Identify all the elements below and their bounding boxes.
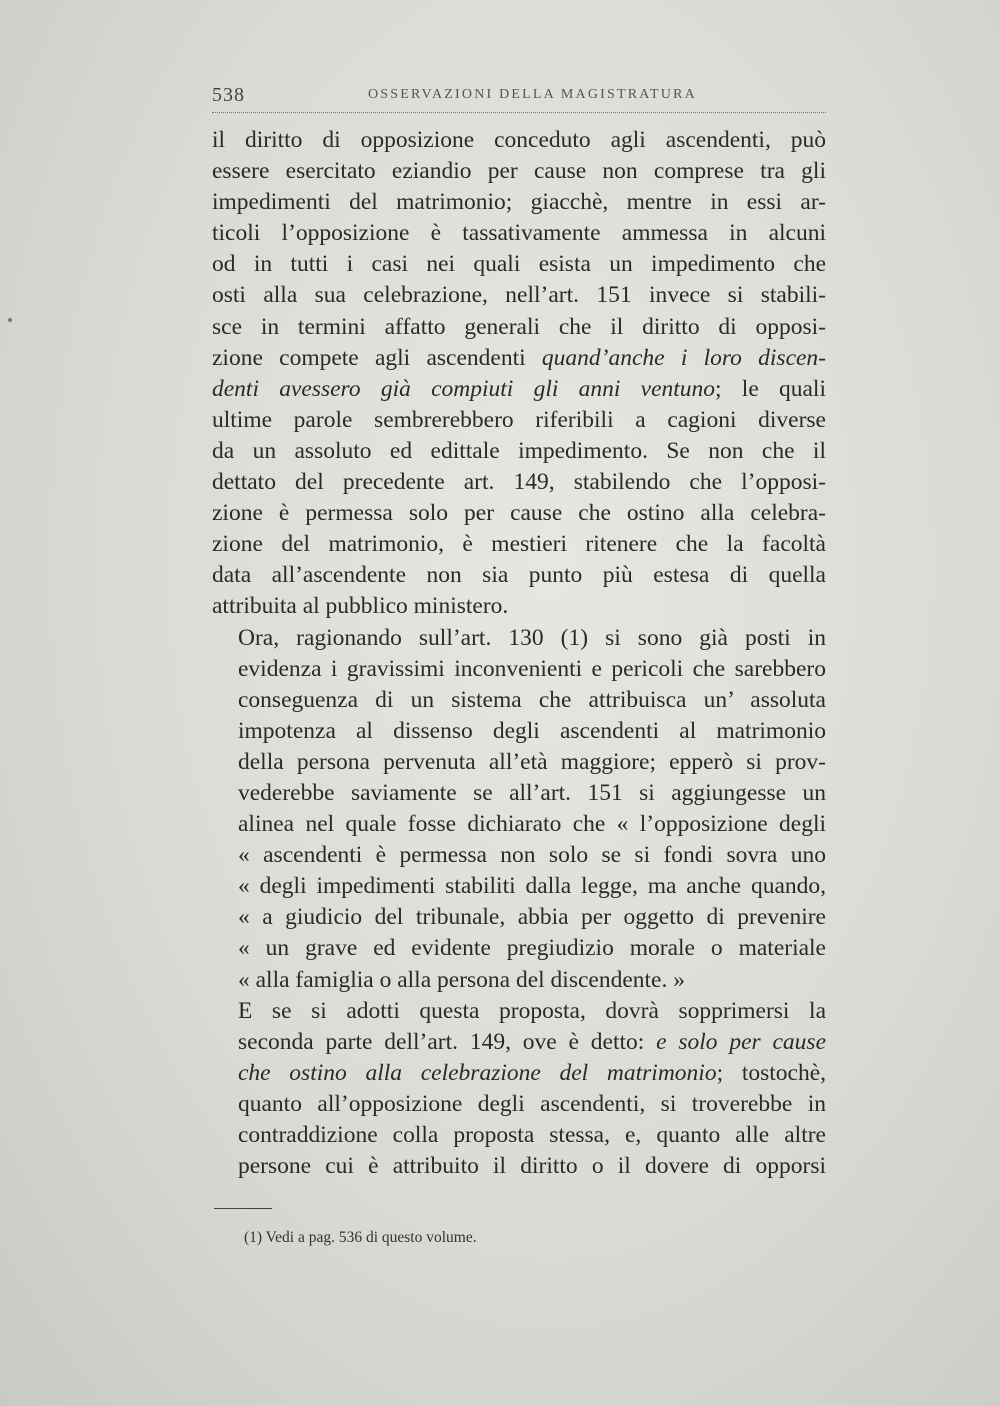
text-line <box>212 902 826 933</box>
text-line <box>212 965 826 996</box>
italic-text: quand’anche i loro discen- <box>541 344 826 371</box>
text-line <box>212 685 826 716</box>
text-run: « degli impedimenti stabiliti dalla legge, ma anche quando, <box>238 873 826 900</box>
text-run: ; tostochè, <box>716 1059 827 1086</box>
text-line <box>212 1120 826 1151</box>
text-line <box>212 125 826 156</box>
text-run: ticoli l’opposizione è tassativamente ammessa in alcuni <box>212 220 826 247</box>
text-line <box>212 1089 826 1120</box>
text-line <box>212 498 826 529</box>
text-line <box>212 312 826 343</box>
text-run: essere esercitato eziandio per cause non comprese tra gli <box>212 158 826 185</box>
text-line <box>212 529 826 560</box>
text-run: ; le quali <box>715 375 826 402</box>
text-run: persone cui è attribuito il diritto o il dovere di opporsi <box>238 1153 826 1180</box>
text-line <box>212 467 826 498</box>
text-run: vederebbe saviamente se all’art. 151 si aggiungesse un <box>238 779 826 806</box>
text-line <box>212 560 826 591</box>
text-run: E se si adotti questa proposta, dovrà sopprimersi la <box>238 997 826 1024</box>
text-run: zione del matrimonio, è mestieri ritenere che la facoltà <box>212 531 826 558</box>
text-run: evidenza i gravissimi inconvenienti e pericoli che sarebbero <box>238 655 826 682</box>
text-run: dettato del precedente art. 149, stabilendo che l’opposi- <box>212 469 826 496</box>
text-run: zione compete agli ascendenti <box>212 344 542 371</box>
text-run: da un assoluto ed edittale impedimento. Se non che il <box>212 437 826 464</box>
italic-text: e solo per cause <box>656 1028 826 1055</box>
text-run: od in tutti i casi nei quali esista un impedimento che <box>212 251 826 278</box>
footnote-rule <box>214 1208 272 1209</box>
page-number: 538 <box>212 84 245 106</box>
paragraph <box>212 125 826 623</box>
text-run: alinea nel quale fosse dichiarato che « l’opposizione degli <box>238 811 826 838</box>
text-line <box>212 249 826 280</box>
text-run: contraddizione colla proposta stessa, e, quanto alle altre <box>238 1122 826 1148</box>
text-line <box>212 716 826 747</box>
text-run: conseguenza di un sistema che attribuisca un’ assoluta <box>238 686 826 713</box>
footnote: (1) Vedi a pag. 536 di questo volume. <box>244 1229 477 1246</box>
text-run: « a giudicio del tribunale, abbia per oggetto di prevenire <box>238 904 826 931</box>
text-line <box>212 187 826 218</box>
text-line <box>212 809 826 840</box>
running-header <box>212 84 826 113</box>
text-run: della persona pervenuta all’età maggiore; epperò si prov- <box>238 748 826 775</box>
text-line <box>212 343 826 374</box>
text-run: sce in termini affatto generali che il diritto di opposi- <box>212 313 826 340</box>
text-line <box>212 591 826 622</box>
text-line <box>212 218 826 249</box>
text-line <box>212 1027 826 1058</box>
text-run: il diritto di opposizione conceduto agli ascendenti, può <box>212 127 826 153</box>
text-line <box>212 374 826 405</box>
text-line <box>212 933 826 964</box>
text-run: quanto all’opposizione degli ascendenti, si troverebbe in <box>238 1090 826 1117</box>
text-run: osti alla sua celebrazione, nell’art. 151 invece si stabili- <box>212 282 826 309</box>
italic-text: denti avessero già compiuti gli anni ventuno <box>212 375 716 402</box>
text-run: impotenza al dissenso degli ascendenti al matrimonio <box>238 717 826 744</box>
text-run: ultime parole sembrerebbero riferibili a cagioni diverse <box>212 406 826 433</box>
text-line <box>212 840 826 871</box>
paragraph <box>212 623 826 996</box>
text-line <box>212 747 826 778</box>
text-run: impedimenti del matrimonio; giacchè, mentre in essi ar- <box>212 189 826 216</box>
text-run: Ora, ragionando sull’art. 130 (1) si sono già posti in <box>238 624 826 651</box>
paper-speck <box>8 318 12 322</box>
body-text <box>212 125 826 1182</box>
text-run: attribuita al pubblico ministero. <box>212 593 509 620</box>
text-line <box>212 996 826 1027</box>
text-line <box>212 436 826 467</box>
text-run: seconda parte dell’art. 149, ove è detto: <box>238 1028 657 1055</box>
text-line <box>212 778 826 809</box>
text-line <box>212 871 826 902</box>
text-line <box>212 156 826 187</box>
running-title: OSSERVAZIONI DELLA MAGISTRATURA <box>368 87 697 102</box>
text-run: « ascendenti è permessa non solo se si fondi sovra uno <box>238 842 826 869</box>
text-line <box>212 280 826 311</box>
text-line <box>212 405 826 436</box>
paragraph <box>212 996 826 1183</box>
text-run: data all’ascendente non sia punto più estesa di quella <box>212 562 826 589</box>
text-run: « alla famiglia o alla persona del discendente. » <box>238 966 685 993</box>
text-run: « un grave ed evidente pregiudizio morale o materiale <box>238 935 826 962</box>
text-run: zione è permessa solo per cause che ostino alla celebra- <box>212 500 826 527</box>
text-line <box>212 1151 826 1182</box>
text-line <box>212 623 826 654</box>
text-line <box>212 1058 826 1089</box>
italic-text: che ostino alla celebrazione del matrimonio <box>238 1059 717 1086</box>
text-line <box>212 654 826 685</box>
